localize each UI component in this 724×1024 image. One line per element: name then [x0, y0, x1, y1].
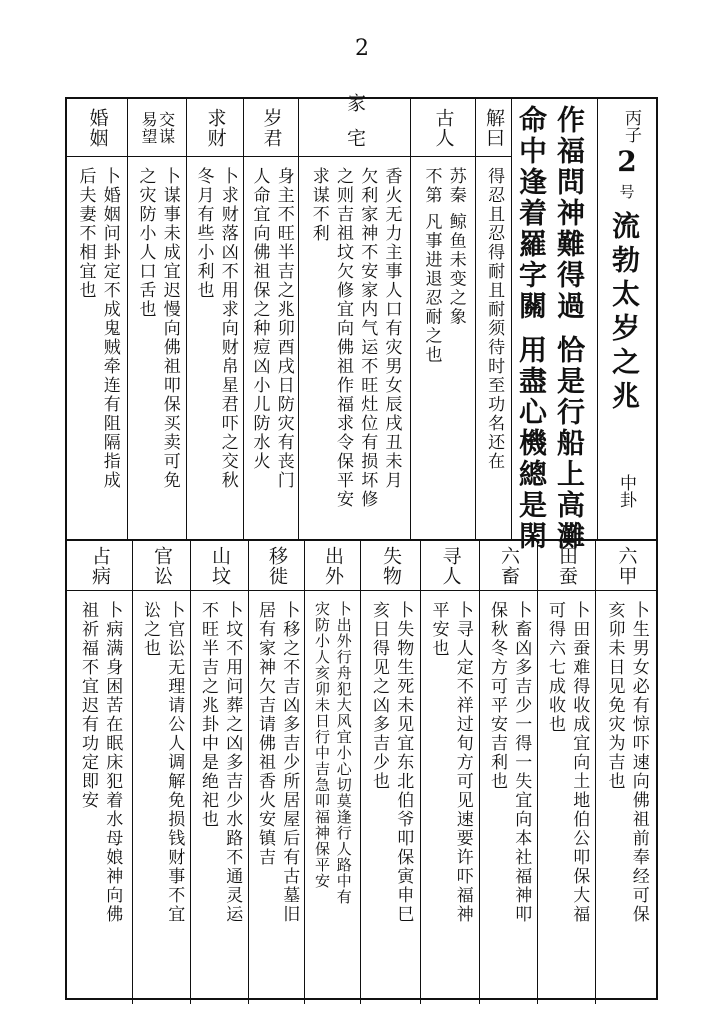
travel-header: 出外 — [321, 545, 344, 586]
household-column — [299, 92, 411, 539]
ancient-figure-header: 古人 — [432, 107, 455, 148]
wealth-line-2: 冬月有些小利也 — [193, 167, 214, 300]
silkworm-field-column — [538, 541, 596, 1004]
lost-item-header: 失物 — [379, 545, 402, 586]
livestock-column — [480, 541, 538, 1004]
poem-line-2: 作福問神難得過 恰是行船上高灘 — [553, 105, 586, 552]
year-lord-column — [244, 99, 299, 539]
slip-number: 2 — [617, 145, 637, 178]
silkworm-field-header: 田蚕 — [555, 545, 578, 586]
lawsuit-line-1: 卜官讼无理请公人调解免损钱财事不宜 — [164, 601, 185, 924]
lawsuit-column — [133, 541, 191, 1004]
header-card — [598, 99, 656, 539]
find-person-line-1: 卜寻人定不祥过旬方可见速要许吓福神 — [452, 601, 473, 924]
travel-line-1: 卜出外行舟犯大风宜小心切莫逢行人路中有 — [334, 601, 353, 905]
stem-branch: 丙子 — [621, 109, 641, 143]
slip-title: 流勃太岁之兆 — [608, 211, 641, 415]
year-lord-header: 岁君 — [260, 107, 283, 148]
explanation-text: 得忍且忍得耐且耐须待时至功名还在 — [484, 167, 505, 471]
find-person-column — [421, 541, 480, 1004]
relocation-line-1: 卜移之不吉凶多吉少所居屋后有古墓旧 — [279, 601, 300, 924]
poem-line-1: 命中逢着羅字關 用盡心機總是閑 — [515, 105, 548, 552]
dealings-column — [128, 99, 187, 539]
find-person-line-2: 平安也 — [428, 601, 449, 658]
explanation-header: 解曰 — [482, 107, 505, 148]
ancient-figure-line-2: 不第 凡事进退忍耐之也 — [421, 167, 442, 365]
pregnancy-header: 六甲 — [615, 545, 638, 586]
year-lord-line-1: 身主不旺半吉之兆卯酉戌日防灾有丧门 — [273, 167, 294, 490]
livestock-line-2: 保秋冬方可平安吉利也 — [487, 601, 507, 791]
ancient-figure-column — [411, 99, 476, 539]
household-line-3: 之则吉祖坟欠修宜向佛祖作福求令保平安 — [333, 167, 353, 509]
wealth-column — [187, 99, 244, 539]
pregnancy-column — [596, 541, 656, 1004]
silkworm-field-line-2: 可得六七成收也 — [545, 601, 565, 734]
grave-line-2: 不旺半吉之兆卦中是绝祀也 — [198, 601, 218, 829]
ancient-figure-line-1: 苏秦 鲸鱼未变之象 — [445, 167, 466, 327]
household-line-4: 求谋不利 — [308, 167, 329, 243]
illness-column — [67, 541, 133, 1004]
illness-line-1: 卜病满身困苦在眠床犯着水母娘神向佛 — [102, 601, 123, 924]
bottom-row — [67, 539, 656, 1004]
slip-grade: 中卦 — [616, 474, 636, 508]
find-person-header: 寻人 — [439, 545, 462, 586]
lost-item-column — [361, 541, 421, 1004]
household-header: 家宅 — [343, 92, 366, 163]
page-number: 2 — [355, 36, 369, 61]
marriage-line-2: 后夫妻不相宜也 — [75, 167, 96, 300]
explanation-column — [476, 99, 512, 539]
marriage-line-1: 卜婚姻问卦定不成鬼贼牵连有阻隔指成 — [99, 167, 120, 490]
travel-line-2: 灾防小人亥卯未日行中吉急叩福神保平安 — [313, 601, 331, 889]
dealings-line-2: 之灾防小人口舌也 — [135, 167, 156, 319]
illness-line-2: 祖祈福不宜迟有功定即安 — [78, 601, 98, 810]
grave-column — [191, 541, 249, 1004]
travel-column — [305, 541, 361, 1004]
wealth-header: 求财 — [204, 107, 227, 148]
household-line-2: 欠利家神不安家内气运不旺灶位有损坏修 — [357, 167, 378, 509]
livestock-header: 六畜 — [497, 545, 520, 586]
marriage-header: 婚姻 — [86, 107, 109, 148]
dealings-line-1: 卜谋事未成宜迟慢向佛祖叩保买卖可免 — [159, 167, 180, 490]
slip-number-label: 号 — [619, 183, 635, 201]
grave-header: 山坟 — [208, 545, 231, 586]
top-row — [67, 92, 656, 552]
wealth-line-1: 卜求财落凶不用求向财帛星君吓之交秋 — [217, 167, 238, 490]
marriage-column — [67, 99, 128, 539]
lawsuit-header: 官讼 — [150, 545, 173, 586]
dealings-header: 交谋 易望 — [139, 110, 176, 145]
pregnancy-line-1: 卜生男女必有惊吓速向佛祖前奉经可保 — [628, 601, 649, 924]
lost-item-line-2: 亥日得见之凶多吉少也 — [369, 601, 389, 791]
year-lord-line-2: 人命宜向佛祖保之种痘凶小儿防水火 — [249, 167, 270, 471]
oracle-slip-frame — [65, 92, 658, 1000]
livestock-line-1: 卜畜凶多吉少一得一失宜向本社福神叩 — [511, 601, 532, 924]
lost-item-line-1: 卜失物生死未见宜东北伯爷叩保寅申巳 — [393, 601, 414, 924]
grave-line-1: 卜坟不用问葬之凶多吉少水路不通灵运 — [222, 601, 243, 924]
relocation-column — [249, 541, 305, 1004]
illness-header: 占病 — [88, 545, 111, 586]
household-line-1: 香火无力主事人口有灾男女辰戌丑未月 — [381, 167, 402, 490]
lawsuit-line-2: 讼之也 — [140, 601, 160, 658]
silkworm-field-line-1: 卜田蚕难得收成宜向土地伯公叩保大福 — [569, 601, 590, 924]
poem-panel — [512, 99, 598, 552]
relocation-line-2: 居有家神欠吉请佛祖香火安镇吉 — [255, 601, 275, 867]
relocation-header: 移徙 — [265, 545, 288, 586]
pregnancy-line-2: 亥卯未日见免灾为吉也 — [604, 601, 625, 791]
